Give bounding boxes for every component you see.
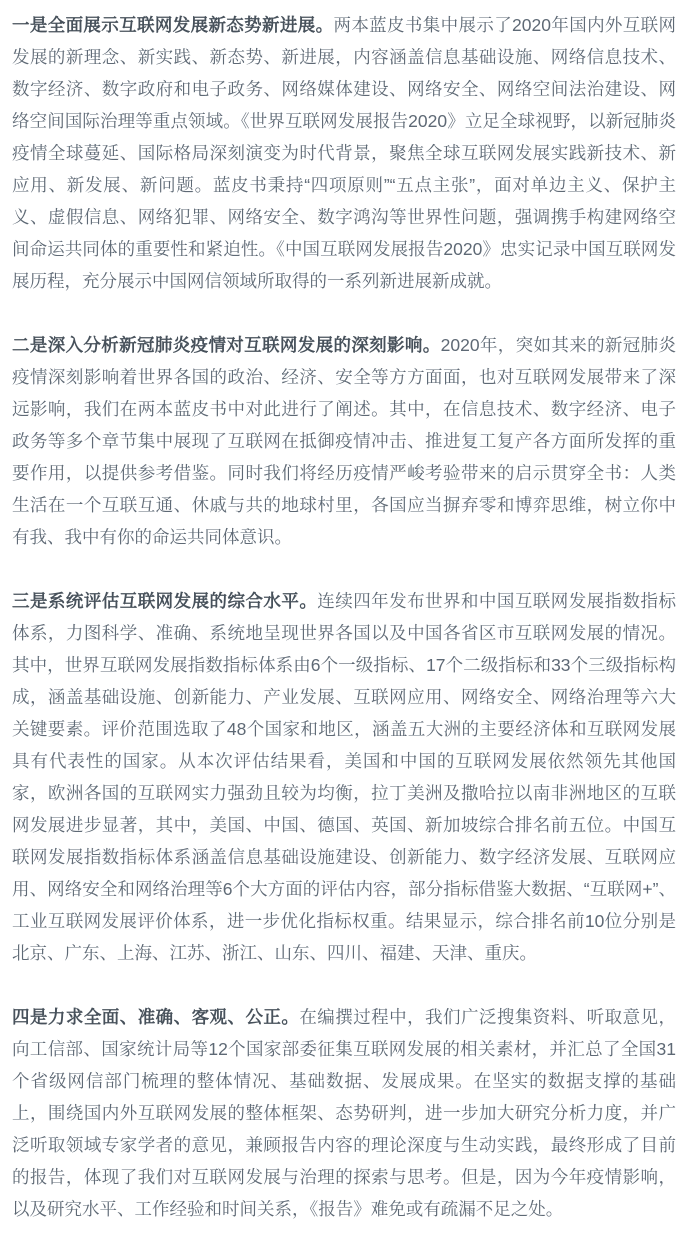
paragraph-2	[12, 329, 676, 553]
paragraph-2-body: 2020年，突如其来的新冠肺炎疫情深刻影响着世界各国的政治、经济、安全等方方面面，也对互联网发展带来了深远影响，我们在两本蓝皮书中对此进行了阐述。其中，在信息技术、数字经济、电子政务等多个章节集中展现了互联网在抵御疫情冲击、推进复工复产各方面所发挥的重要作用，以提供参考借鉴。同时我们将经历疫情严峻考验带来的启示贯穿全书：人类生活在一个互联互通、休戚与共的地球村里，各国应当摒弃零和博弈思维，树立你中有我、我中有你的命运共同体意识。	[12, 335, 677, 547]
paragraph-4	[12, 1001, 676, 1225]
paragraph-1	[12, 9, 676, 297]
paragraph-1-lead: 一是全面展示互联网发展新态势新进展。	[12, 15, 334, 35]
paragraph-3-lead: 三是系统评估互联网发展的综合水平。	[12, 591, 318, 611]
paragraph-4-body: 在编撰过程中，我们广泛搜集资料、听取意见，向工信部、国家统计局等12个国家部委征集互联网发展的相关素材，并汇总了全国31个省级网信部门梳理的整体情况、基础数据、发展成果。在坚实的数据支撑的基础上，围绕国内外互联网发展的整体框架、态势研判，进一步加大研究分析力度，并广泛听取领域专家学者的意见，兼顾报告内容的理论深度与生动实践，最终形成了目前的报告，体现了我们对互联网发展与治理的探索与思考。但是，因为今年疫情影响，以及研究水平、工作经验和时间关系，《报告》难免或有疏漏不足之处。	[12, 1007, 677, 1219]
paragraph-2-lead: 二是深入分析新冠肺炎疫情对互联网发展的深刻影响。	[12, 335, 441, 355]
paragraph-4-lead: 四是力求全面、准确、客观、公正。	[12, 1007, 300, 1027]
document-body	[12, 9, 676, 1225]
paragraph-1-body: 两本蓝皮书集中展示了2020年国内外互联网发展的新理念、新实践、新态势、新进展，内容涵盖信息基础设施、网络信息技术、数字经济、数字政府和电子政务、网络媒体建设、网络安全、网络空间法治建设、网络空间国际治理等重点领域。《世界互联网发展报告2020》立足全球视野，以新冠肺炎疫情全球蔓延、国际格局深刻演变为时代背景，聚焦全球互联网发展实践新技术、新应用、新发展、新问题。蓝皮书秉持“四项原则”“五点主张”，面对单边主义、保护主义、虚假信息、网络犯罪、网络安全、数字鸿沟等世界性问题，强调携手构建网络空间命运共同体的重要性和紧迫性。《中国互联网发展报告2020》忠实记录中国互联网发展历程，充分展示中国网信领域所取得的一系列新进展新成就。	[12, 15, 677, 291]
paragraph-3-body: 连续四年发布世界和中国互联网发展指数指标体系，力图科学、准确、系统地呈现世界各国以及中国各省区市互联网发展的情况。其中，世界互联网发展指数指标体系由6个一级指标、17个二级指标和33个三级指标构成，涵盖基础设施、创新能力、产业发展、互联网应用、网络安全、网络治理等六大关键要素。评价范围选取了48个国家和地区，涵盖五大洲的主要经济体和互联网发展具有代表性的国家。从本次评估结果看，美国和中国的互联网发展依然领先其他国家，欧洲各国的互联网实力强劲且较为均衡，拉丁美洲及撒哈拉以南非洲地区的互联网发展进步显著，其中，美国、中国、德国、英国、新加坡综合排名前五位。中国互联网发展指数指标体系涵盖信息基础设施建设、创新能力、数字经济发展、互联网应用、网络安全和网络治理等6个大方面的评估内容，部分指标借鉴大数据、“互联网+”、工业互联网发展评价体系，进一步优化指标权重。结果显示，综合排名前10位分别是北京、广东、上海、江苏、浙江、山东、四川、福建、天津、重庆。	[12, 591, 677, 963]
paragraph-3	[12, 585, 676, 969]
